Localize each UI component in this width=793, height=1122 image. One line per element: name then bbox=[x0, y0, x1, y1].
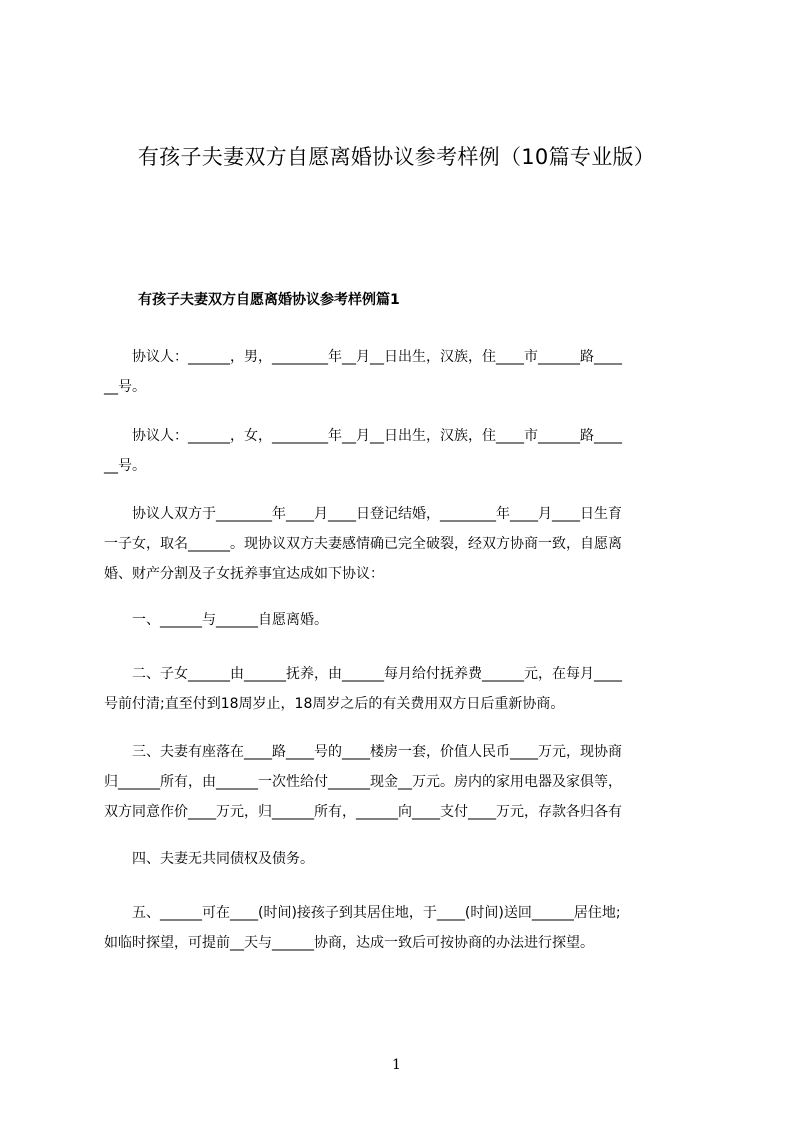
text-line: 协议人：______，男，________年__月__日出生，汉族，住____市______路____ bbox=[104, 349, 622, 365]
text-line: 一子女，取名______。现协议双方夫妻感情确已完全破裂，经双方协商一致，自愿离 bbox=[104, 536, 622, 552]
text-line: 协议人：______，女，________年__月__日出生，汉族，住____市______路____ bbox=[104, 428, 622, 444]
text-line: __号。 bbox=[104, 458, 146, 474]
text-line: 二、子女______由______抚养，由______每月给付抚养费______元，在每月____ bbox=[104, 666, 622, 682]
paragraph-marriage-info bbox=[104, 499, 700, 589]
section-heading: 有孩子夫妻双方自愿离婚协议参考样例篇1 bbox=[138, 292, 400, 308]
text-line: 双方同意作价____万元，归______所有，______向____支付____万元，存款各归各有 bbox=[104, 804, 622, 820]
text-line: 四、夫妻无共同债权及债务。 bbox=[104, 851, 314, 867]
paragraph-clause-2 bbox=[104, 659, 700, 719]
page-number: 1 bbox=[392, 1057, 401, 1073]
text-line: 三、夫妻有座落在____路____号的____楼房一套，价值人民币____万元，现协商 bbox=[104, 744, 622, 760]
paragraph-clause-5 bbox=[104, 898, 700, 958]
text-line: 如临时探望，可提前__天与______协商，达成一致后可按协商的办法进行探望。 bbox=[104, 935, 594, 951]
text-line: 号前付清;直至付到18周岁止，18周岁之后的有关费用双方日后重新协商。 bbox=[104, 696, 565, 712]
text-line: 一、______与______自愿离婚。 bbox=[104, 612, 328, 628]
text-line: 归______所有，由______一次性给付______现金__万元。房内的家用电器及家俱等， bbox=[104, 774, 622, 790]
paragraph-party-female bbox=[104, 421, 700, 481]
text-line: __号。 bbox=[104, 379, 146, 395]
text-line: 婚、财产分割及子女抚养事宜达成如下协议： bbox=[104, 566, 384, 582]
text-line: 协议人双方于________年____月____日登记结婚，________年____月____日生育 bbox=[104, 506, 622, 522]
document-title: 有孩子夫妻双方自愿离婚协议参考样例（10篇专业版） bbox=[137, 145, 656, 169]
text-line: 五、______可在____(时间)接孩子到其居住地，于____(时间)送回______居住地; bbox=[104, 905, 621, 921]
paragraph-clause-3 bbox=[104, 737, 700, 827]
paragraph-clause-4 bbox=[104, 844, 700, 874]
paragraph-party-male bbox=[104, 342, 700, 402]
paragraph-clause-1 bbox=[104, 605, 700, 635]
